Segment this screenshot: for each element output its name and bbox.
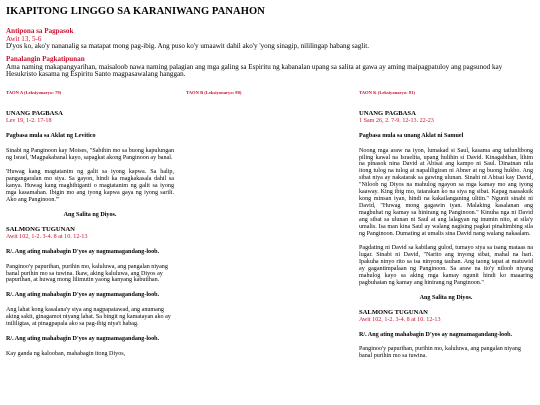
- taon-b-header: TAON B (Leksiyonaryo: 80): [186, 90, 242, 95]
- psalm-verse: Panginoo'y papurihan, purihin mo, kaluluwa, ang pangalan niyang banal purihin mo sa tuwina. Ikaw, aking kaluluwa, ang Diyos ay papurihan, at huwag mong lilimutin yaong kanyang kabutihan.: [6, 263, 168, 284]
- antipona-ref: Awit 13, 5-6: [6, 34, 42, 43]
- antipona-text: D'yos ko, ako'y nananalig sa matapat mong pag-ibig. Ang puso ko'y umaawit dahil ako'y 'yong sinagip, nililingap habang saglit.: [6, 42, 369, 51]
- reading-paragraph: Noong mga araw na iyon, lumakad si Saul, kasama ang tatlunlibong piling kawal na Israelita, upang hulihin si David. Kinagabihan, lihim na pinasok nina David at Abisai ang kampo ni Saul. Dinatnan nila itong tulog na tulog at napaliligiran ni Abner at ng buong hukbo. Ang sibat niya ay nakatarak sa gawing ulunan. Sinabi ni Abisai kay David, "Niloob ng Diyos na mahulog ngayon sa mga kamay mo ang iyong kaaway. King ibig mo, tatarakan ko na siya ng sibat. Kapag naasaksik kong minsan iyan, hindi na kakailanganing ulitin." Ngunit sinabi ni David, "Huwag mong gagawin iyan. Malaking kasalanan ang magbuhat ng kamay sa hinirang ng Panginoon." Kinuha nga ni David ang sibat sa ulunan ni Saul at ang lalagyan ng inumin nito, at sila'y umalis. Isa man kina Saul ay walang nagising pagkat pinahimbing sila ng Panginoon. Dumating at umalis sina David nang walang nakaalam.: [359, 147, 533, 237]
- reading-ref: 1 Sam 26, 2. 7-9. 12-13. 22-23: [359, 117, 434, 124]
- psalm-verse: Panginoo'y papurihan, purihin mo, kaluluwa, ang pangalan niyang banal purihin mo sa tuwina.: [359, 346, 521, 360]
- psalm-verse: Ang lahat kong kasalana'y siya ang nagpapatawad, ang anumang aking sakit, ginagamot niyang lahat. Sa bingit ng kamatayan ako ay inililigtas, at pinagpapala ako sa pag-ibig niya't habag.: [6, 307, 171, 328]
- antipona-section: [6, 28, 526, 51]
- panalangin-heading: Panalangin Pagkatipunan: [6, 55, 85, 63]
- taon-k-header: TAON K (Leksiyonaryo: 81): [359, 90, 415, 95]
- panalangin-text: Ama naming makapangyarihan, maisaloob nawa naming palagian ang mga galing sa Espiritu ng kabanalan upang sa salita at gawa ay aming maipagpatuloy ang pagsunod kay Hesukristo kasama ng Espiritu Santo magpasawalang hanggan.: [6, 62, 503, 79]
- reading-paragraph: 'Huwag kang magtatanim ng galit sa iyong kapwa. Sa halip, pangangaralan mo siya. Sa gayon, hindi ka magkakasala dahil sa kanya. Huwag kang maghihiganti o magtatanim ng galit sa iyong mga kasamahan. Ibigin mo ang iyong kapwa gaya ng iyong sarili. Ako ang Panginoon.'": [6, 169, 174, 204]
- reading-ref: Lev 19, 1-2. 17-18: [6, 117, 52, 124]
- page-title: IKAPITONG LINGGO SA KARANIWANG PANAHON: [6, 6, 265, 17]
- psalm-response: R/. Ang ating mahabagin D'yos ay nagmamagandang-loob.: [6, 248, 160, 255]
- taon-k-column: [359, 90, 533, 368]
- unang-pagbasa-label: UNANG PAGBASA: [359, 109, 416, 117]
- salmo-ref: Awit 102, 1-2. 3-4. 8 at 10. 12-13: [6, 233, 88, 240]
- taon-a-column: [6, 90, 174, 366]
- psalm-verse: Kay ganda ng kalooban, mahabagin itong Diyos,: [6, 350, 126, 357]
- psalm-response: R/. Ang ating mahabagin D'yos ay nagmamagandang-loob.: [359, 331, 513, 338]
- salmo-ref: Awit 102, 1-2. 3-4. 8 at 10. 12-13: [359, 316, 441, 323]
- salmo-label: SALMONG TUGUNAN: [6, 225, 75, 233]
- reading-title: Pagbasa mula sa Aklat ng Levitico: [6, 132, 96, 139]
- antipona-heading: Antipona sa Pagpasok: [6, 27, 74, 35]
- reading-paragraph: Sinabi ng Panginoon kay Moises, "Sabihin mo sa buong kapulungan ng Israel, 'Magpakabanal kayo, sapagkat akong Panginoon ay banal.: [6, 147, 174, 161]
- reading-paragraph: Pagdating ni David sa kabilang gulod, tumayo siya sa isang mataas na lugar. Sinabi ni David, "Narito ang inyong sibat, mahal na hari. Ipakuha ninyo rito sa isa ninyong tauhan. Ang taong tapat at matuwid ay gagantimpalaan ng Panginoon. Sa araw na ito'y niloob niyang mahulog kayo sa aking mga kamay ngunit hindi ko maaaring pagbuhatan ng kamay ang hinirang ng Panginoon.": [359, 245, 533, 286]
- taon-a-header: TAON A (Leksiyonaryo: 79): [6, 90, 62, 95]
- salita-ng-diyos: Ang Salita ng Diyos.: [419, 294, 473, 301]
- psalm-response: R/. Ang ating mahabagin D'yos ay nagmamagandang-loob.: [6, 335, 160, 342]
- salita-ng-diyos: Ang Salita ng Diyos.: [63, 211, 117, 218]
- unang-pagbasa-label: UNANG PAGBASA: [6, 109, 63, 117]
- reading-title: Pagbasa mula sa unang Aklat ni Samuel: [359, 132, 464, 139]
- psalm-response: R/. Ang ating mahabagin D'yos ay nagmamagandang-loob.: [6, 292, 160, 299]
- salmo-label: SALMONG TUGUNAN: [359, 308, 428, 316]
- panalangin-section: [6, 56, 526, 79]
- taon-b-column: [186, 90, 336, 111]
